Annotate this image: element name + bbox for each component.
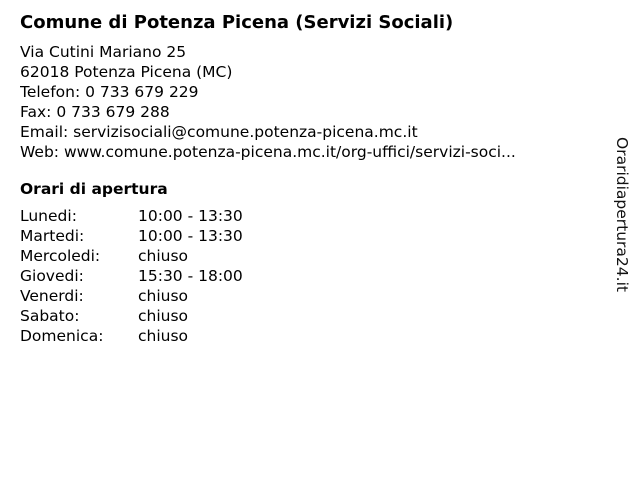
hours-day: Giovedi:: [20, 267, 84, 285]
hours-row-sunday: [20, 326, 600, 346]
contact-block: [20, 42, 600, 162]
fax-number: Fax: 0 733 679 288: [20, 103, 170, 121]
opening-hours-title: Orari di apertura: [20, 180, 168, 198]
hours-value: 15:30 - 18:00: [138, 267, 243, 285]
hours-value: 10:00 - 13:30: [138, 227, 243, 245]
hours-row-monday: [20, 206, 600, 226]
hours-row-wednesday: [20, 246, 600, 266]
hours-day: Sabato:: [20, 307, 80, 325]
hours-day: Venerdi:: [20, 287, 84, 305]
hours-value: chiuso: [138, 327, 189, 345]
hours-row-friday: [20, 286, 600, 306]
site-watermark: Oraridiapertura24.it: [613, 137, 631, 292]
opening-hours-table: [20, 206, 600, 346]
website-link[interactable]: Web: www.comune.potenza-picena.mc.it/org-uffici/servizi-soci...: [20, 143, 516, 161]
hours-value: chiuso: [138, 247, 189, 265]
page-title: Comune di Potenza Picena (Servizi Sociali): [20, 12, 454, 33]
hours-value: chiuso: [138, 307, 189, 325]
city-address: 62018 Potenza Picena (MC): [20, 63, 233, 81]
street-address: Via Cutini Mariano 25: [20, 43, 187, 61]
hours-day: Martedi:: [20, 227, 85, 245]
email-address[interactable]: Email: servizisociali@comune.potenza-picena.mc.it: [20, 123, 418, 141]
hours-day: Domenica:: [20, 327, 104, 345]
hours-day: Mercoledi:: [20, 247, 101, 265]
business-card: [20, 10, 600, 346]
hours-row-saturday: [20, 306, 600, 326]
hours-day: Lunedi:: [20, 207, 77, 225]
hours-value: 10:00 - 13:30: [138, 207, 243, 225]
hours-row-thursday: [20, 266, 600, 286]
phone-number[interactable]: Telefon: 0 733 679 229: [20, 83, 199, 101]
hours-value: chiuso: [138, 287, 189, 305]
hours-row-tuesday: [20, 226, 600, 246]
